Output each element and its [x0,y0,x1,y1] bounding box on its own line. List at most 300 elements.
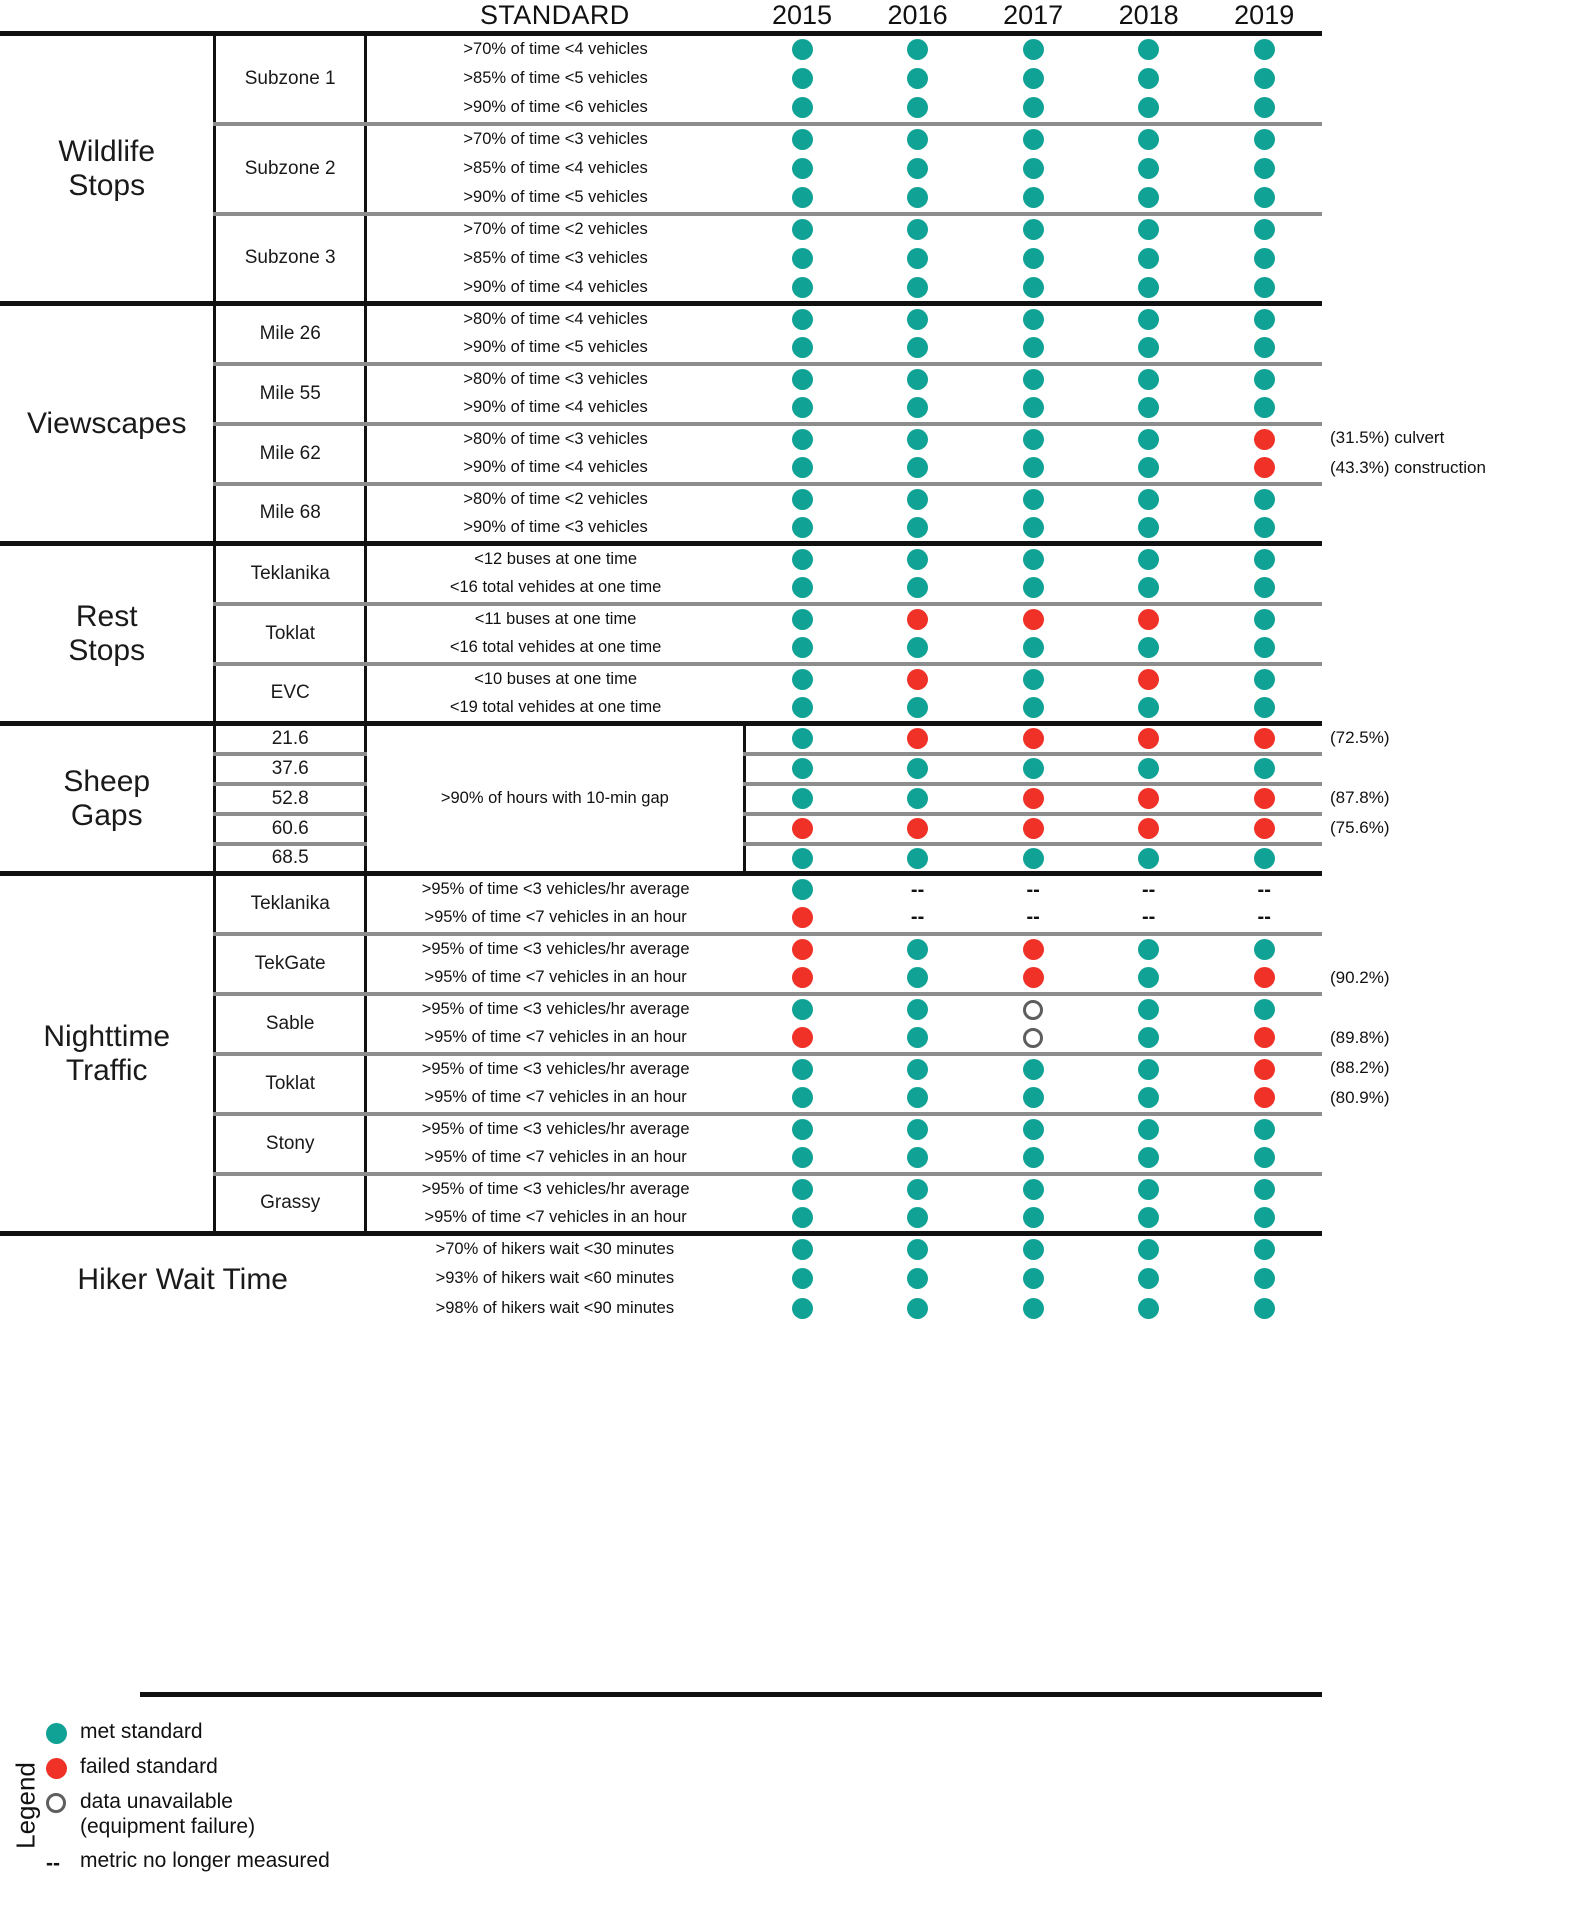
status-cell-2018 [1091,724,1207,754]
met-standard-dot [1254,248,1275,269]
met-standard-dot [1138,429,1159,450]
met-standard-dot [1023,848,1044,869]
status-cell-2017 [975,1114,1091,1144]
met-standard-dot [1254,577,1275,598]
status-cell-2016 [860,994,976,1024]
failed-standard-dot [1023,728,1044,749]
met-standard-dot [1138,517,1159,538]
met-standard-dot [1023,1147,1044,1168]
site-label-sable: Sable [215,994,365,1054]
status-cell-2017 [975,1264,1091,1294]
status-cell-2015 [744,1264,860,1294]
status-cell-2016 [860,964,976,994]
status-cell-2015 [744,694,860,724]
status-cell-2018 [1091,64,1207,94]
status-cell-2016 [860,1204,976,1234]
status-cell-2017 [975,814,1091,844]
met-standard-dot [1138,158,1159,179]
site-label-tekgate: TekGate [215,934,365,994]
status-cell-2016 [860,154,976,184]
failed-standard-dot [1254,457,1275,478]
status-cell-2015 [744,154,860,184]
status-cell-2017 [975,1084,1091,1114]
met-standard-dot [907,129,928,150]
standard-text: >85% of time <3 vehicles [463,249,648,267]
met-standard-dot [907,97,928,118]
status-cell-2018 [1091,754,1207,784]
table-row [0,874,1322,904]
status-cell-2016 [860,1234,976,1264]
status-cell-2019 [1206,1024,1322,1054]
failed-standard-dot [792,967,813,988]
met-standard-dot [1023,1179,1044,1200]
status-cell-2017 [975,664,1091,694]
status-cell-2017 [975,334,1091,364]
status-cell-2017 [975,514,1091,544]
met-standard-dot [792,669,813,690]
status-cell-2019 [1206,184,1322,214]
status-cell-2018 [1091,34,1207,64]
status-cell-2019 [1206,784,1322,814]
status-cell-2019 [1206,1054,1322,1084]
status-cell-2018 [1091,814,1207,844]
status-cell-2019 [1206,754,1322,784]
status-cell-2015 [744,1204,860,1234]
met-standard-dot [1254,1147,1275,1168]
site-label-stony: Stony [215,1114,365,1174]
standard-text: >80% of time <3 vehicles [365,364,744,394]
data-unavailable-dot [1023,1028,1043,1048]
status-cell-2019 [1206,514,1322,544]
row-note: (31.5%) culvert [1330,427,1445,447]
met-standard-dot [1254,939,1275,960]
met-standard-dot [907,337,928,358]
status-cell-2019 [1206,304,1322,334]
status-cell-2015 [744,664,860,694]
status-cell-2017 [975,934,1091,964]
status-cell-2018 [1091,934,1207,964]
status-cell-2017 [975,244,1091,274]
failed-standard-dot [1023,939,1044,960]
met-standard-dot [1138,1147,1159,1168]
standard-text: >90% of time <6 vehicles [463,98,648,116]
status-cell-2017 [975,1054,1091,1084]
status-cell-2019 [1206,214,1322,244]
met-standard-dot [1138,999,1159,1020]
met-standard-dot [907,1207,928,1228]
status-cell-2019 [1206,844,1322,874]
met-standard-dot [1254,219,1275,240]
status-cell-2015 [744,814,860,844]
status-cell-2015 [744,754,860,784]
met-standard-dot [1254,697,1275,718]
legend-item-label: met standard [80,1720,203,1743]
status-cell-2019 [1206,1144,1322,1174]
met-standard-dot [792,429,813,450]
met-standard-dot [907,1059,928,1080]
standard-text: >90% of time <4 vehicles [463,277,648,296]
status-cell-2017 [975,34,1091,64]
status-cell-2018 [1091,964,1207,994]
met-standard-dot [1254,39,1275,60]
status-cell-2018 [1091,154,1207,184]
status-cell-2016 [860,814,976,844]
failed-standard-dot [1254,728,1275,749]
met-standard-dot [907,517,928,538]
status-cell-2016 [860,694,976,724]
met-standard-dot [792,788,813,809]
met-standard-dot [1023,1239,1044,1260]
status-cell-2018 [1091,1084,1207,1114]
status-cell-2016 [860,544,976,574]
failed-standard-dot [1138,609,1159,630]
met-standard-dot [792,219,813,240]
status-cell-2017 [975,694,1091,724]
status-cell-2017 [975,214,1091,244]
standard-text: >80% of time <3 vehicles [365,424,744,454]
legend-item [46,1790,330,1840]
met-standard-dot [792,848,813,869]
met-standard-dot [907,39,928,60]
met-standard-dot [1023,309,1044,330]
met-standard-dot [907,457,928,478]
dash-marker: -- [910,878,925,901]
standard-text: >90% of time <5 vehicles [463,338,648,356]
status-cell-2015 [744,274,860,304]
met-standard-dot [1023,337,1044,358]
status-cell-2018 [1091,1234,1207,1264]
met-standard-dot [1138,489,1159,510]
status-cell-2018 [1091,904,1207,934]
status-cell-2019 [1206,244,1322,274]
status-cell-2017 [975,124,1091,154]
site-label-mile-55: Mile 55 [215,364,365,424]
status-cell-2018 [1091,484,1207,514]
dash-marker: -- [1257,906,1271,929]
failed-standard-dot [1254,818,1275,839]
status-cell-2015 [744,1294,860,1324]
status-cell-2017 [975,604,1091,634]
status-cell-2019 [1206,274,1322,304]
failed-standard-dot [1254,1087,1275,1108]
standard-text: >95% of time <3 vehicles/hr average [365,1114,744,1144]
met-standard-dot [792,637,813,658]
met-standard-dot [1138,277,1159,298]
met-standard-dot [792,1147,813,1168]
status-cell-2015 [744,544,860,574]
standard-text: >95% of time <3 vehicles/hr average [365,1174,744,1204]
status-cell-2017 [975,874,1091,904]
met-standard-dot [792,277,813,298]
status-cell-2019 [1206,724,1322,754]
status-cell-2016 [860,1054,976,1084]
status-cell-2016 [860,244,976,274]
met-standard-dot [907,967,928,988]
met-standard-dot [1023,1059,1044,1080]
site-label-subzone-2: Subzone 2 [215,124,365,214]
year-column-header-2019: 2019 [1234,0,1295,30]
status-cell-2018 [1091,664,1207,694]
standard-text: >95% of time <7 vehicles in an hour [424,1088,687,1106]
met-standard-dot [1254,517,1275,538]
met-standard-dot [792,457,813,478]
failed-standard-dot [907,609,928,630]
met-standard-dot [1254,1207,1275,1228]
status-cell-2017 [975,724,1091,754]
status-cell-2019 [1206,34,1322,64]
status-cell-2016 [860,1114,976,1144]
unavailable-dot-icon [46,1790,80,1813]
status-cell-2018 [1091,274,1207,304]
status-cell-2015 [744,1234,860,1264]
failed-standard-dot [1138,818,1159,839]
met-standard-dot [907,549,928,570]
status-cell-2018 [1091,244,1207,274]
dash-icon [46,1849,80,1877]
met-standard-dot [792,369,813,390]
met-standard-dot [907,697,928,718]
met-standard-dot [1138,848,1159,869]
dash-marker: -- [46,1851,60,1875]
year-column-header-2016: 2016 [887,0,948,30]
status-cell-2018 [1091,124,1207,154]
status-cell-2019 [1206,124,1322,154]
status-cell-2016 [860,94,976,124]
site-label-52-8: 52.8 [215,784,365,814]
standard-text: >90% of hours with 10-min gap [365,724,744,874]
met-standard-dot [1023,219,1044,240]
met-standard-dot [1138,337,1159,358]
status-cell-2015 [744,214,860,244]
status-cell-2016 [860,1174,976,1204]
status-cell-2016 [860,454,976,484]
met-standard-dot [1254,158,1275,179]
status-cell-2016 [860,484,976,514]
met-standard-dot [907,219,928,240]
status-cell-2019 [1206,964,1322,994]
met-standard-dot [46,1723,67,1744]
met-standard-dot [1254,848,1275,869]
status-cell-2015 [744,904,860,934]
standard-column-header: STANDARD [479,0,630,30]
status-cell-2017 [975,154,1091,184]
met-standard-dot [1023,457,1044,478]
site-label-grassy: Grassy [215,1174,365,1234]
status-cell-2018 [1091,424,1207,454]
standard-text: >95% of time <3 vehicles/hr average [365,934,744,964]
failed-standard-dot [792,907,813,928]
status-cell-2018 [1091,1144,1207,1174]
status-cell-2017 [975,364,1091,394]
met-standard-dot [1138,1298,1159,1319]
met-standard-dot [907,848,928,869]
met-standard-dot [907,1119,928,1140]
met-standard-dot [1254,1268,1275,1289]
status-cell-2018 [1091,1054,1207,1084]
status-cell-2018 [1091,784,1207,814]
status-cell-2017 [975,1144,1091,1174]
met-standard-dot [1138,697,1159,718]
status-cell-2017 [975,634,1091,664]
standard-text: >80% of time <4 vehicles [365,304,744,334]
standard-text: >85% of time <5 vehicles [463,69,648,87]
met-standard-dot [1254,1298,1275,1319]
legend-title: Legend [10,1762,41,1849]
standard-text: >95% of time <3 vehicles/hr average [365,874,744,904]
status-cell-2019 [1206,1204,1322,1234]
status-cell-2019 [1206,634,1322,664]
site-label-21-6: 21.6 [215,724,365,754]
met-standard-dot [1254,489,1275,510]
standard-text: >90% of time <4 vehicles [463,398,648,416]
status-cell-2017 [975,94,1091,124]
status-cell-2015 [744,1024,860,1054]
met-standard-dot [792,549,813,570]
status-cell-2015 [744,934,860,964]
met-standard-dot [792,68,813,89]
status-cell-2018 [1091,604,1207,634]
status-cell-2016 [860,424,976,454]
failed-standard-dot [792,1027,813,1048]
failed-standard-dot [46,1758,67,1779]
legend-item-label: metric no longer measured [80,1848,330,1872]
met-standard-dot [907,577,928,598]
status-cell-2015 [744,1144,860,1174]
table-row [0,724,1322,754]
status-cell-2016 [860,184,976,214]
status-cell-2015 [744,334,860,364]
met-standard-dot [1138,369,1159,390]
status-cell-2017 [975,184,1091,214]
met-standard-dot [907,1179,928,1200]
status-cell-2018 [1091,544,1207,574]
standard-text: >98% of hikers wait <90 minutes [435,1299,675,1317]
met-standard-dot [1023,758,1044,779]
legend-item [46,1720,330,1746]
status-cell-2019 [1206,574,1322,604]
met-standard-dot [1138,219,1159,240]
status-cell-2015 [744,964,860,994]
met-standard-dot [907,369,928,390]
status-cell-2016 [860,934,976,964]
status-cell-2015 [744,514,860,544]
met-standard-dot [1254,1179,1275,1200]
met-standard-dot [1023,39,1044,60]
status-cell-2016 [860,514,976,544]
met-standard-dot [792,248,813,269]
met-standard-dot [1023,248,1044,269]
status-cell-2015 [744,574,860,604]
standard-text: <11 buses at one time [365,604,744,634]
status-cell-2015 [744,1114,860,1144]
met-standard-dot [1023,97,1044,118]
met-standard-dot [792,1239,813,1260]
met-standard-dot [1138,129,1159,150]
standard-text: >70% of time <4 vehicles [365,34,744,64]
status-cell-2015 [744,1084,860,1114]
status-cell-2019 [1206,364,1322,394]
status-cell-2015 [744,364,860,394]
failed-standard-dot [907,728,928,749]
status-cell-2016 [860,64,976,94]
row-note: (90.2%) [1330,967,1390,987]
standard-text: >90% of time <3 vehicles [463,517,648,536]
status-cell-2019 [1206,94,1322,124]
legend-item-label: data unavailable (equipment failure) [80,1790,256,1838]
status-cell-2016 [860,904,976,934]
failed-standard-dot [1138,788,1159,809]
status-cell-2017 [975,424,1091,454]
standard-text: >70% of time <3 vehicles [365,124,744,154]
status-cell-2017 [975,1294,1091,1324]
met-standard-dot [1254,1119,1275,1140]
met-standard-dot [1254,187,1275,208]
status-cell-2018 [1091,1204,1207,1234]
met-standard-dot [792,999,813,1020]
met-standard-dot [1138,68,1159,89]
status-cell-2018 [1091,334,1207,364]
met-standard-dot [1138,939,1159,960]
status-cell-2016 [860,334,976,364]
status-cell-2015 [744,424,860,454]
category-label-wildlife-stops: Wildlife Stops [0,34,215,304]
met-standard-dot [1254,549,1275,570]
row-note: (80.9%) [1330,1087,1390,1107]
site-label-60-6: 60.6 [215,814,365,844]
status-cell-2019 [1206,544,1322,574]
status-cell-2017 [975,844,1091,874]
met-standard-dot [907,999,928,1020]
failed-standard-dot [1138,669,1159,690]
met-standard-dot [1254,999,1275,1020]
status-cell-2019 [1206,154,1322,184]
status-cell-2018 [1091,1294,1207,1324]
status-cell-2019 [1206,694,1322,724]
status-cell-2016 [860,34,976,64]
standard-text: >85% of time <4 vehicles [463,159,648,177]
status-cell-2017 [975,994,1091,1024]
status-cell-2018 [1091,184,1207,214]
status-cell-2016 [860,604,976,634]
met-standard-dot [1023,577,1044,598]
met-standard-dot [907,158,928,179]
met-standard-dot [1138,1268,1159,1289]
met-standard-dot [1023,158,1044,179]
met-standard-dot [1138,1087,1159,1108]
row-note: (72.5%) [1330,727,1390,747]
category-label-nighttime-traffic: Nighttime Traffic [0,874,215,1234]
row-note: (75.6%) [1330,817,1390,837]
status-cell-2016 [860,214,976,244]
standard-text: >95% of time <7 vehicles in an hour [424,968,687,986]
legend-item [46,1755,330,1781]
status-cell-2017 [975,544,1091,574]
met-standard-dot [907,1147,928,1168]
status-cell-2017 [975,1204,1091,1234]
status-cell-2017 [975,274,1091,304]
met-standard-dot [792,1298,813,1319]
met-standard-dot [1138,549,1159,570]
met-standard-dot [1254,277,1275,298]
table-row [0,34,1322,64]
met-standard-dot [1254,609,1275,630]
met-standard-dot [792,1087,813,1108]
site-label-toklat: Toklat [215,604,365,664]
status-cell-2017 [975,394,1091,424]
failed-standard-dot [792,818,813,839]
failed-standard-dot [1138,728,1159,749]
status-cell-2015 [744,124,860,154]
